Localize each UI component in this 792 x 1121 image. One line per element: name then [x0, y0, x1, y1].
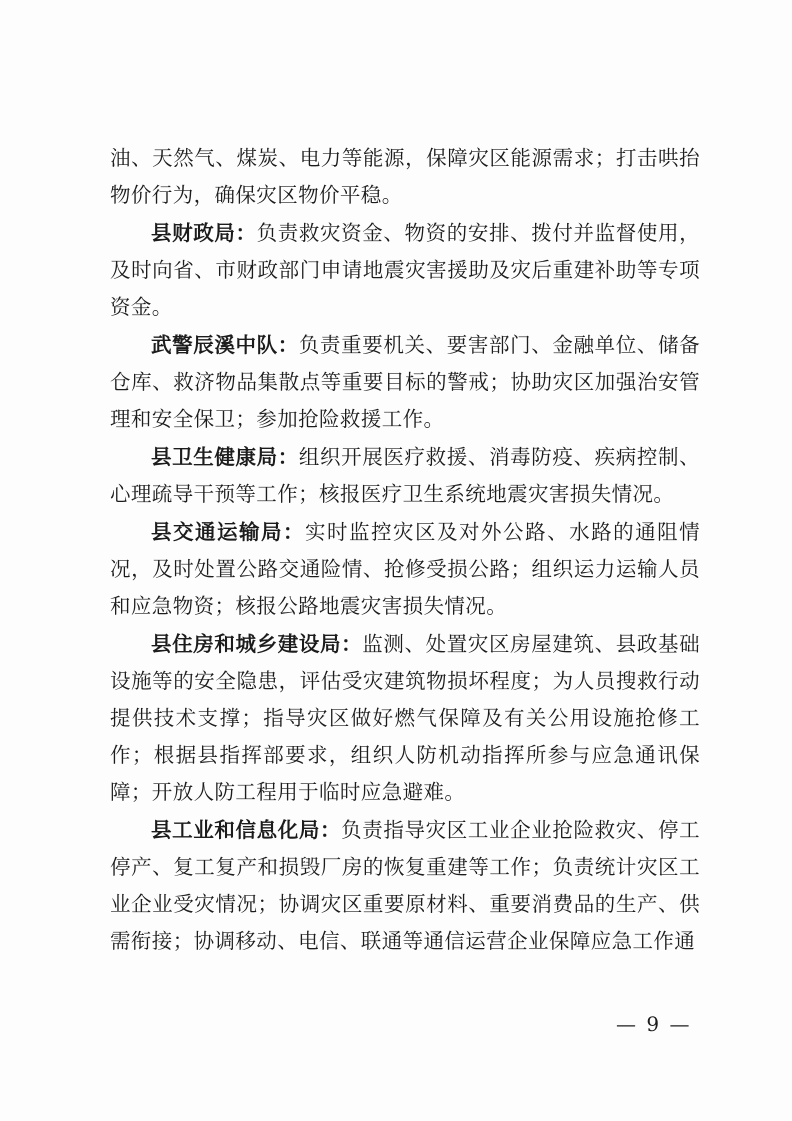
paragraph-health-bureau	[110, 439, 700, 513]
page-number: — 9 —	[616, 1012, 692, 1036]
paragraph-text: 组织开展医疗救援、消毒防疫、疾病控制、心理疏导干预等工作；核报医疗卫生系统地震灾害损失情况。	[110, 445, 700, 506]
paragraph-housing-bureau	[110, 626, 700, 811]
paragraph-text: 负责指导灾区工业企业抢险救灾、停工停产、复工复产和损毁厂房的恢复重建等工作；负责统计灾区工业企业受灾情况；协调灾区重要原材料、重要消费品的生产、供需衔接；协调移动、电信、联通等通信运营企业保障应急工作通	[110, 818, 700, 953]
paragraph-heading: 县财政局：	[151, 221, 257, 245]
paragraph-heading: 县交通运输局：	[151, 520, 306, 544]
paragraph-transport-bureau	[110, 514, 700, 625]
paragraph-finance-bureau	[110, 215, 700, 326]
paragraph-armed-police	[110, 327, 700, 438]
paragraph-heading: 武警辰溪中队：	[151, 333, 299, 357]
paragraph-text: 实时监控灾区及对外公路、水路的通阻情况，及时处置公路交通险情、抢修受损公路；组织运力运输人员和应急物资；核报公路地震灾害损失情况。	[110, 520, 700, 618]
paragraph-text: 负责重要机关、要害部门、金融单位、储备仓库、救济物品集散点等重要目标的警戒；协助灾区加强治安管理和安全保卫；参加抢险救援工作。	[110, 333, 700, 431]
paragraph-text: 油、天然气、煤炭、电力等能源，保障灾区能源需求；打击哄抬物价行为，确保灾区物价平稳。	[110, 146, 700, 207]
paragraph-heading: 县工业和信息化局：	[151, 818, 342, 842]
paragraph-energy-continuation	[110, 140, 700, 214]
paragraph-text: 监测、处置灾区房屋建筑、县政基础设施等的安全隐患，评估受灾建筑物损坏程度；为人员搜救行动提供技术支撑；指导灾区做好燃气保障及有关公用设施抢修工作；根据县指挥部要求，组织人防机动指挥所参与应急通讯保障；开放人防工程用于临时应急避难。	[110, 632, 701, 804]
paragraph-heading: 县住房和城乡建设局：	[151, 632, 363, 656]
paragraph-text: 负责救灾资金、物资的安排、拨付并监督使用，及时向省、市财政部门申请地震灾害援助及灾后重建补助等专项资金。	[110, 221, 700, 319]
paragraph-industry-bureau	[110, 812, 700, 960]
document-body	[110, 140, 700, 961]
paragraph-heading: 县卫生健康局：	[151, 445, 299, 469]
